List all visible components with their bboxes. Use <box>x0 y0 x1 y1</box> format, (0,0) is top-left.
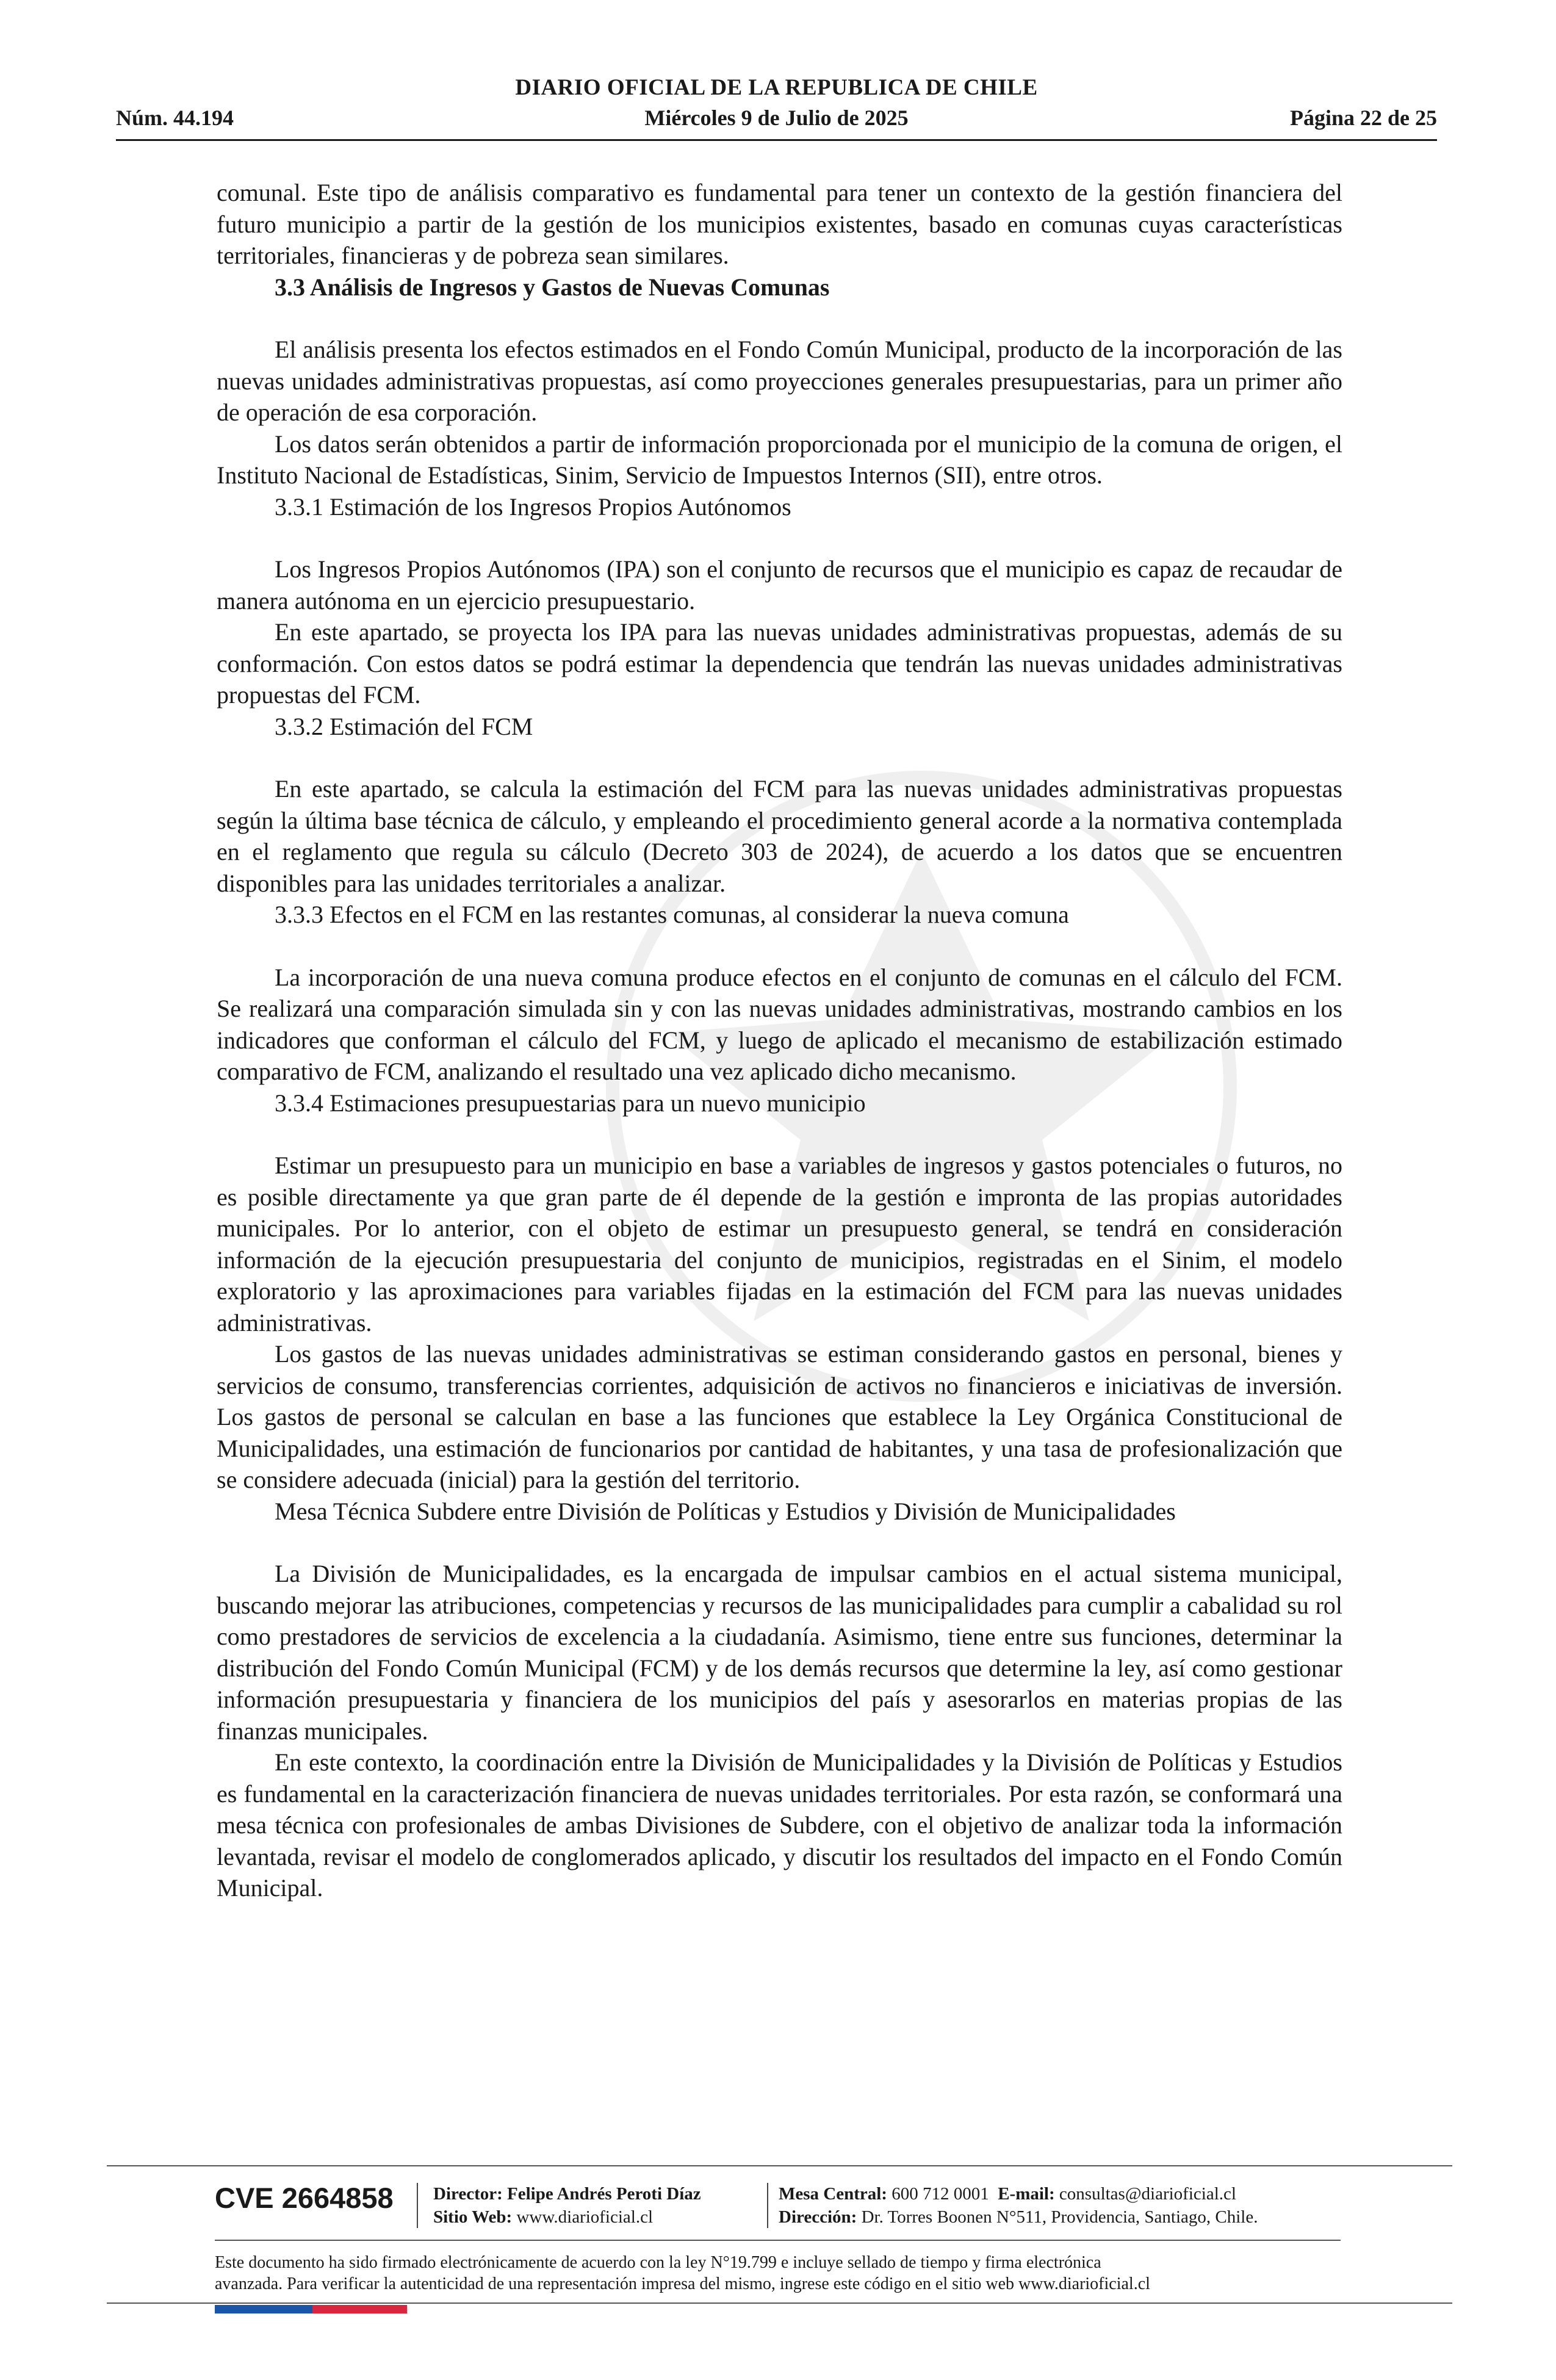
footer-divider-mid <box>215 2240 1341 2241</box>
footer-contact-block <box>779 2182 1258 2229</box>
paragraph: comunal. Este tipo de análisis comparativo es fundamental para tener un contexto de la gestión financiera del futuro municipio a partir de la gestión de los municipios existentes, basado en comunas cuyas características territoriales, financieras y de pobreza sean similares. <box>217 179 1342 269</box>
section-heading-3-3: 3.3 Análisis de Ingresos y Gastos de Nuevas Comunas <box>275 273 830 301</box>
footer-divider-bottom <box>107 2302 1452 2304</box>
page-number: Página 22 de 25 <box>1289 106 1437 130</box>
footer-director-block <box>433 2182 701 2229</box>
newspaper-title: DIARIO OFICIAL DE LA REPUBLICA DE CHILE <box>515 75 1038 100</box>
section-heading-3-3-4: 3.3.4 Estimaciones presupuestarias para un nuevo municipio <box>275 1089 866 1117</box>
web-label: Sitio Web: <box>433 2207 513 2227</box>
legal-notice <box>215 2252 1350 2295</box>
paragraph: Los Ingresos Propios Autónomos (IPA) son el conjunto de recursos que el municipio es capaz de recaudar de manera autónoma en un ejercicio presupuestario. <box>217 555 1342 615</box>
paragraph: Los datos serán obtenidos a partir de información proporcionada por el municipio de la comuna de origen, el Instituto Nacional de Estadísticas, Sinim, Servicio de Impuestos Internos (SII), entre otros. <box>217 430 1342 489</box>
paragraph: Los gastos de las nuevas unidades administrativas se estiman considerando gastos en personal, bienes y servicios de consumo, transferencias corrientes, adquisición de activos no financieros e iniciativas de inversión. Los gastos de personal se calculan en base a las funciones que establece la Ley Orgánica Constitucional de Municipalidades, una estimación de funcionarios por cantidad de habitantes, y una tasa de profesionalización que se considere adecuada (inicial) para la gestión del territorio. <box>217 1340 1342 1493</box>
footer-separator <box>417 2183 418 2228</box>
footer-divider-top <box>107 2165 1452 2166</box>
director-name: Felipe Andrés Peroti Díaz <box>507 2184 701 2204</box>
paragraph: En este apartado, se proyecta los IPA para las nuevas unidades administrativas propuestas, además de su conformación. Con estos datos se podrá estimar la dependencia que tendrán las nuevas unidades administrativas propuestas del FCM. <box>217 618 1342 709</box>
paragraph: La División de Municipalidades, es la encargada de impulsar cambios en el actual sistema municipal, buscando mejorar las atribuciones, competencias y recursos de las municipalidades para cumplir a cabalidad su rol como prestadores de servicios de excelencia a la ciudadanía. Asimismo, tiene entre sus funciones, determinar la distribución del Fondo Común Municipal (FCM) y de los demás recursos que determine la ley, así como gestionar información presupuestaria y financiera de los municipios del país y asesorarlos en materias propias de las finanzas municipales. <box>217 1560 1342 1745</box>
issue-date: Miércoles 9 de Julio de 2025 <box>644 106 909 130</box>
paragraph: La incorporación de una nueva comuna produce efectos en el conjunto de comunas en el cálculo del FCM. Se realizará una comparación simulada sin y con las nuevas unidades administrativas, mostrando cambios en los indicadores que conforman el cálculo del FCM, y luego de aplicado el mecanismo de estabilización estimado comparativo de FCM, analizando el resultado una vez aplicado dicho mecanismo. <box>217 963 1342 1085</box>
paragraph: Estimar un presupuesto para un municipio en base a variables de ingresos y gastos potenciales o futuros, no es posible directamente ya que gran parte de él depende de la gestión e impronta de las propias autoridades municipales. Por lo anterior, con el objeto de estimar un presupuesto general, se tendrá en consideración información de la ejecución presupuestaria del conjunto de municipios, registradas en el Sinim, el modelo exploratorio y las aproximaciones para variables fijadas en la estimación del FCM para las nuevas unidades administrativas. <box>217 1152 1342 1336</box>
cve-code: CVE 2664858 <box>215 2182 394 2214</box>
page-header <box>116 74 1437 142</box>
flag-stripe-blue <box>215 2305 312 2313</box>
email-link[interactable]: consultas@diarioficial.cl <box>1059 2184 1236 2204</box>
issue-number: Núm. 44.194 <box>116 106 234 130</box>
paragraph: En este apartado, se calcula la estimación del FCM para las nuevas unidades administrativas propuestas según la última base técnica de cálculo, y empleando el procedimiento general acorde a la normativa contemplada en el reglamento que regula su cálculo (Decreto 303 de 2024), de acuerdo a los datos que se encuentren disponibles para las unidades territoriales a analizar. <box>217 775 1342 897</box>
section-heading-3-3-1: 3.3.1 Estimación de los Ingresos Propios Autónomos <box>275 492 791 521</box>
email-label: E-mail: <box>998 2184 1055 2204</box>
paragraph: En este contexto, la coordinación entre la División de Municipalidades y la División de Políticas y Estudios es fundamental en la caracterización financiera de nuevas unidades territoriales. Por esta razón, se conformará una mesa técnica con profesionales de ambas Divisiones de Subdere, con el objetivo de analizar toda la información levantada, revisar el modelo de conglomerados aplicado, y discutir los resultados del impacto en el Fondo Común Municipal. <box>217 1748 1342 1902</box>
flag-stripe-red <box>312 2305 407 2313</box>
mesa-phone: 600 712 0001 <box>891 2184 989 2204</box>
address-value: Dr. Torres Boonen N°511, Providencia, Santiago, Chile. <box>861 2207 1258 2227</box>
section-heading-3-3-2: 3.3.2 Estimación del FCM <box>275 712 533 740</box>
footer-separator <box>767 2183 768 2228</box>
section-heading-3-3-3: 3.3.3 Efectos en el FCM en las restantes comunas, al considerar la nueva comuna <box>275 901 1069 928</box>
document-body <box>217 177 1342 1904</box>
header-divider <box>116 139 1437 141</box>
section-heading-mesa-tecnica: Mesa Técnica Subdere entre División de Políticas y Estudios y División de Municipalidades <box>275 1497 1176 1525</box>
director-label: Director: <box>433 2184 503 2204</box>
web-link[interactable]: www.diarioficial.cl <box>516 2207 654 2227</box>
address-label: Dirección: <box>779 2207 857 2227</box>
legal-line: Este documento ha sido firmado electrónicamente de acuerdo con la ley N°19.799 e incluye sellado de tiempo y firma electrónica <box>215 2253 1101 2272</box>
legal-line: avanzada. Para verificar la autenticidad de una representación impresa del mismo, ingrese este código en el sitio web www.diarioficial.cl <box>215 2274 1150 2293</box>
mesa-label: Mesa Central: <box>779 2184 887 2204</box>
paragraph: El análisis presenta los efectos estimados en el Fondo Común Municipal, producto de la incorporación de las nuevas unidades administrativas propuestas, así como proyecciones generales presupuestarias, para un primer año de operación de esa corporación. <box>217 336 1342 426</box>
